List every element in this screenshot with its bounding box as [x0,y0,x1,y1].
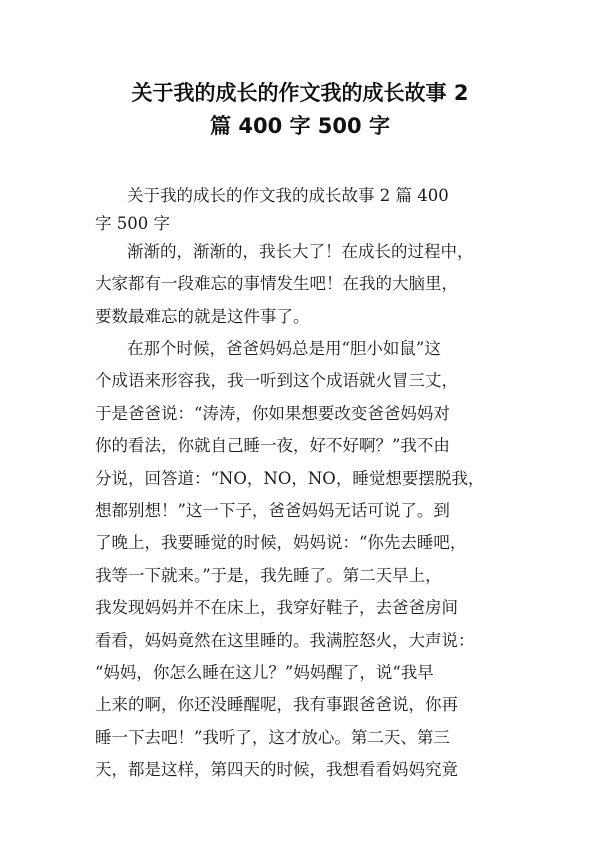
paragraph-line: 我等一下就来。”于是，我先睡了。第二天早上， [95,566,442,585]
paragraph-line: 想都别想！”这一下子，爸爸妈妈无话可说了。到 [95,501,450,520]
paragraph-line: 我发现妈妈并不在床上，我穿好鞋子，去爸爸房间 [95,598,458,617]
body-line: 关于我的成长的作文我的成长故事 2 篇 400 [127,186,449,205]
document-title-line-2: 篇 400 字 500 字 [210,114,390,138]
paragraph-line: 看看，妈妈竟然在这里睡的。我满腔怒火，大声说： [95,631,475,650]
paragraph-line: “妈妈，你怎么睡在这儿？”妈妈醒了，说“我早 [95,663,434,682]
document-title-line-1: 关于我的成长的作文我的成长故事 2 [131,81,469,105]
paragraph-line: 在那个时候，爸爸妈妈总是用“胆小如鼠”这 [127,339,441,358]
paragraph-line: 要数最难忘的就是这件事了。 [95,307,310,326]
paragraph-line: 个成语来形容我，我一听到这个成语就火冒三丈， [95,371,458,390]
paragraph-line: 天，都是这样，第四天的时候，我想看看妈妈究竟 [95,760,458,779]
body-line: 字 500 字 [95,214,170,233]
paragraph-line: 了晚上，我要睡觉的时候，妈妈说：“你先去睡吧， [95,533,467,552]
paragraph-line: 渐渐的，渐渐的，我长大了！在成长的过程中， [127,242,474,261]
paragraph-line: 上来的啊，你还没睡醒呢，我有事跟爸爸说，你再 [95,695,458,714]
paragraph-line: 分说，回答道：“NO，NO，NO，睡觉想要摆脱我， [95,469,485,488]
paragraph-line: 睡一下去吧！”我听了，这才放心。第二天、第三 [95,728,450,747]
paragraph-line: 于是爸爸说：“涛涛，你如果想要改变爸爸妈妈对 [95,404,450,423]
paragraph-line: 大家都有一段难忘的事情发生吧！在我的大脑里， [95,274,458,293]
paragraph-line: 你的看法，你就自己睡一夜，好不好啊？”我不由 [95,436,450,455]
